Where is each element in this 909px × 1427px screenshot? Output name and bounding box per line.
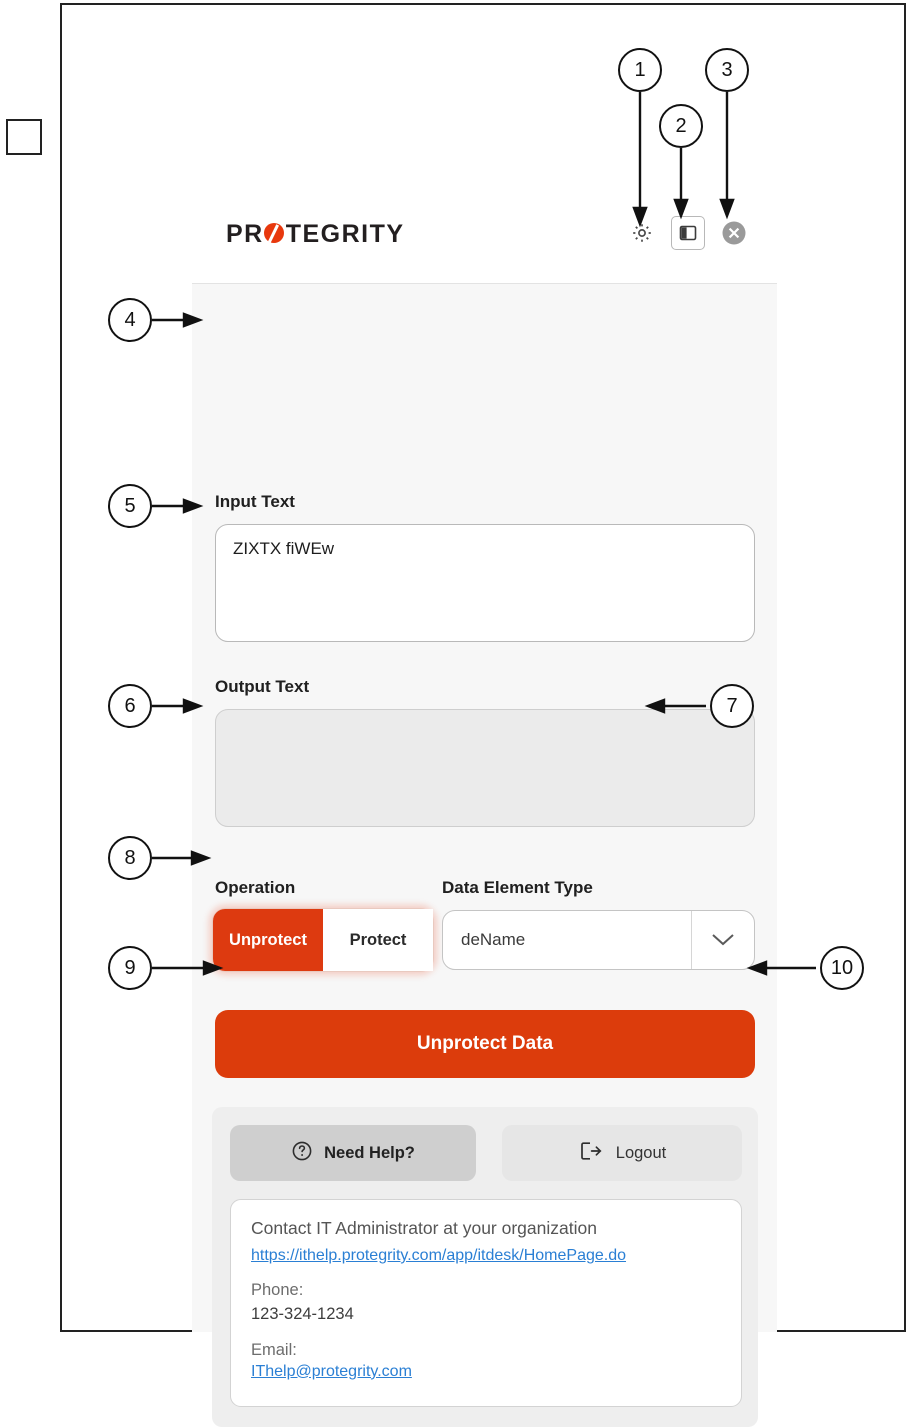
logout-arrow-icon: [578, 1140, 604, 1167]
app-header: [192, 186, 777, 284]
callout-6: 6: [108, 684, 152, 728]
settings-gear-icon[interactable]: [627, 218, 657, 248]
operation-option-protect[interactable]: Protect: [323, 909, 433, 971]
protegrity-app-panel: [192, 186, 777, 1380]
logout-button[interactable]: [502, 1125, 742, 1181]
callout-9: 9: [108, 946, 152, 990]
logo-o-mark: [264, 223, 286, 245]
input-text-label: Input Text: [215, 492, 295, 511]
help-card-phone-value: 123-324-1234: [251, 1304, 354, 1323]
chevron-down-icon[interactable]: [692, 931, 754, 949]
callout-8: 8: [108, 836, 152, 880]
need-help-label: Need Help?: [324, 1143, 415, 1162]
callout-10: 10: [820, 946, 864, 990]
data-element-type-label: Data Element Type: [442, 878, 593, 897]
data-element-type-select[interactable]: [442, 910, 755, 970]
close-icon[interactable]: [719, 218, 749, 248]
help-info-card: [230, 1199, 742, 1407]
need-help-button[interactable]: [230, 1125, 476, 1181]
operation-option-unprotect[interactable]: Unprotect: [213, 909, 323, 971]
unprotect-data-button[interactable]: Unprotect Data: [215, 1010, 755, 1078]
input-text-field[interactable]: [215, 524, 755, 642]
logout-label: Logout: [615, 1143, 667, 1162]
logo-text-pre: PR: [226, 220, 264, 248]
documentation-marker-square: [6, 119, 42, 155]
help-card-phone-label: Phone:: [251, 1281, 304, 1299]
header-icon-group: [627, 216, 749, 250]
help-card-email-link[interactable]: IThelp@protegrity.com: [251, 1362, 412, 1380]
callout-2: 2: [659, 104, 703, 148]
help-card-email-label: Email:: [251, 1340, 297, 1359]
callout-7: 7: [710, 684, 754, 728]
operation-label: Operation: [215, 878, 296, 897]
callout-4: 4: [108, 298, 152, 342]
panel-toggle-icon[interactable]: [671, 216, 705, 250]
callout-5: 5: [108, 484, 152, 528]
data-element-type-value: deName: [461, 930, 526, 949]
callout-3: 3: [705, 48, 749, 92]
protegrity-logo: [226, 220, 405, 249]
operation-toggle-group[interactable]: [212, 908, 434, 972]
help-card-title: Contact IT Administrator at your organization: [251, 1218, 597, 1238]
callout-1: 1: [618, 48, 662, 92]
footer-panel: [212, 1107, 758, 1427]
help-card-url-link[interactable]: https://ithelp.protegrity.com/app/itdesk/HomePage.do: [251, 1247, 627, 1264]
logo-text-post: TEGRITY: [285, 220, 405, 248]
output-text-label: Output Text: [215, 677, 310, 696]
question-circle-icon: [291, 1140, 313, 1167]
output-text-field[interactable]: [215, 709, 755, 827]
